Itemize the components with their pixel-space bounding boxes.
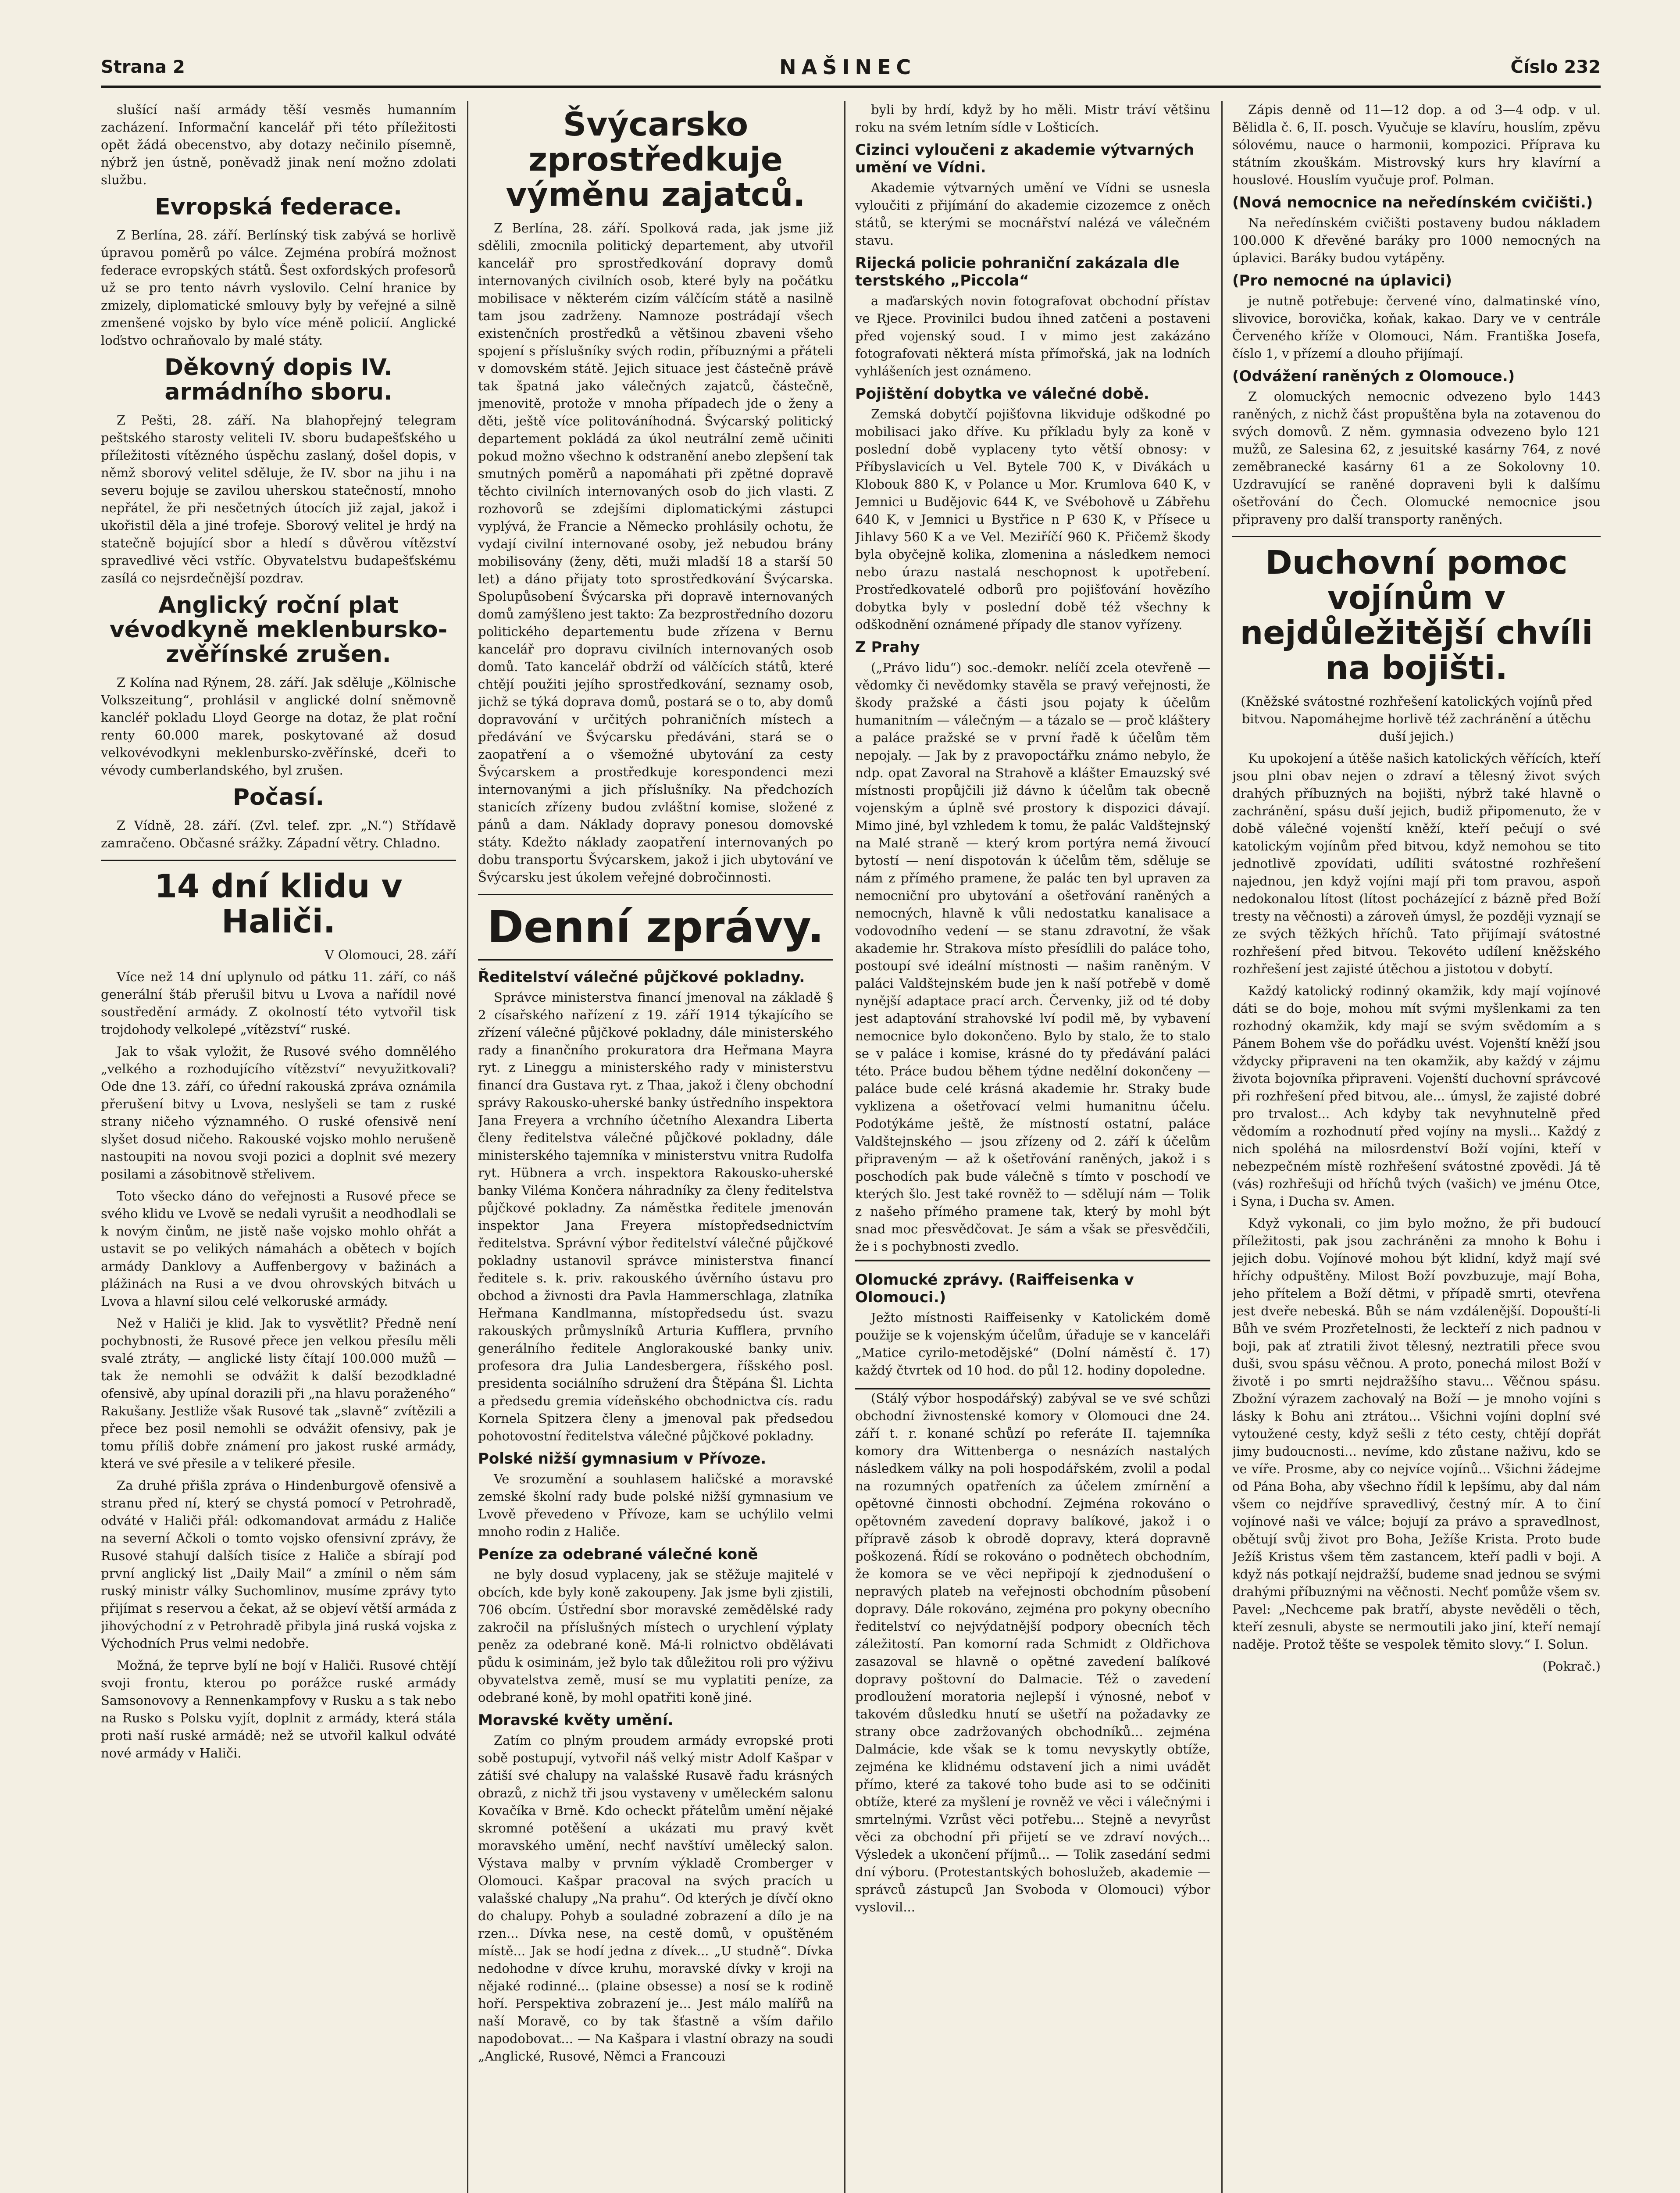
subheading: Olomucké zprávy. (Raiffeisenka v Olomouci.) [855,1271,1134,1306]
subheading: Moravské květy umění. [478,1711,674,1729]
article-text: ne byly dosud vyplaceny, jak se stěžuje majitelé v obcích, kde byly koně zakoupeny. Jak jsme byli zjistili, 706 obcím. Ústřední sbor moravské zemědělské rady zakročil na příslušných místech o urychlení výplaty peněz za odebrané koně. Má-li rolnictvo obdělávati půdu k osiminám, jež bylo tak důležitou roli pro výživu obyvatelstva země, musí se mu vyplatiti peníze, za odebrané koně, by mohl opatřiti koně jiné. [478,1567,833,1705]
article-text: Zápis denně od 11—12 dop. a od 3—4 odp. v ul. Bělidla č. 6, II. posch. Vyučuje se klavíru, houslím, zpěvu sólovému, nauce o harmonii, kompozici. Příprava ku státním zkouškám. Mistrovský kurs hry klavírní a houslové. Houslím vyučuje prof. Polman. [1232,102,1601,187]
page-label: Strana 2 [101,57,185,77]
column-divider [844,101,845,2193]
boxed-notice [855,1260,1210,1389]
masthead [101,48,1601,88]
article-text: Z Kolína nad Rýnem, 28. září. Jak sděluje „Kölnische Volkszeitung“, prohlásil v anglické dolní sněmovně kancléř pokladu Lloyd George na dotaz, že plat roční renty 60.000 marek, poskytované až dosud velkovévodkyni meklenbursko-zvěřínské, dceři to vévody cumberlandského, byl zrušen. [101,675,456,778]
headline: Děkovný dopis IV. armádního sboru. [164,354,392,405]
article-text: („Právo lidu“) soc.-demokr. nelíčí zcela otevřeně — vědomky či nevědomky stavěla se pravý veřejnosti, že škody pražské a části jsou pojaty k účelům humanitním — válečným — a tázalo se — proč kláštery a paláce pražské se v první řadě k účelům těm nepojaly. — Jak by z pravopoctářku známo nebylo, že ndp. opat Zavoral na Strahově a klášter Emauzský své místnosti propůjčili již dávno k účelům tak obecně vojenským a úplně své prostory k dispozici dávají. Mimo jiné, byl vzhledem k tomu, že palác Valdštejnský na Malé straně — který krom portýra nemá živoucí bytostí — není dispotován k účelům těm, sděluje se nám z přímého pramene, že palác ten byl upraven za nemocniční pro ubytování a ošetřování raněných a nemocných, hlavně k vůli nedostatku kanalisace a vodovodního vedení — se stanu zdravotní, že však akademie hr. Strakova místo přesídlili do paláce toho, postoupí své ideální místnosti — našim raněným. V paláci Valdštejnském bude jen k naší potřebě v domě nynější adaptace prací arch. Červenky, již od té doby jest adaptování strahovské lví podil mě, by vybavení nemocnice bylo dokončeno. Bylo by stalo, že to stalo se v paláce i komise, krásné do ty předávání paláci této. Práce budou během týdne nedělní dokončeny — paláce bude celé krásná akademie hr. Straky bude vyklizena a ošetřovací velmi humanitnu účelu. Podotýkáme ještě, že místností ostatní, paláce Valdštejnského — jsou zřízeny od 2. září k účelům připraveným — až k ošetřování raněných, jakož i s poschodích pak bude válečně s tímto v poschodí ve kterých šlo. Jest také rovněž to — sdělují nám — Tolik z našeho přímého pramene tak, který by mohl být snad moc přesvědčovat. Je sám a však se přesvědčili, že i s pochybnosti zvedlo. [855,660,1210,1254]
section-title: Denní zprávy. [487,901,824,953]
subheading: Cizinci vyloučeni z akademie výtvarných umění ve Vídni. [855,141,1195,176]
issue-number: Číslo 232 [1510,57,1601,77]
article-text: Možná, že teprve bylí ne bojí v Haliči. Rusové chtějí svoji frontu, kterou po porážce ruské armády Samsonovovy a Rennenkampfovy v Rusku a s tak nebo na Rusko s Polsku vyjít, doplnit z armády, která stála proti naší ruské armádě; než se utvořil kalkul odváté nové armády v Haliči. [101,1658,456,1761]
continued-note: (Pokrač.) [1542,1659,1601,1674]
article-text: a maďarských novin fotografovat obchodní přístav ve Rjece. Provinilci budou ihned zatčeni a postaveni před vojenský soud. I v mimo jest zakázáno fotografovati některá místa přímořská, jak na lodních vyhlášeních jest oznámeno. [855,293,1210,379]
divider [101,860,456,861]
subheading: Pojištění dobytka ve válečné době. [855,385,1149,403]
column-divider [1221,101,1223,2193]
article-text: Z olomuckých nemocnic odvezeno bylo 1443 raněných, z nichž část propuštěna byla na zotavenou do svých domovů. Z něm. gymnasia odvezeno bylo 121 mužů, ze Salesina 62, z jesuitské kasárny 764, z nové zeměbranecké kasárny 61 a ze Sokolovny 10. Uzdravující se raněné dopraveni byli k dalšímu ošetřování do Čech. Olomucké nemocnice jsou připraveny pro další transporty raněných. [1232,389,1601,527]
article-subtitle: (Kněžské svátostné rozhřešení katolických vojínů před bitvou. Napomáhejme horlivě též zachránění a útěchu duší jejich.) [1241,694,1592,744]
article-text: Než v Haliči je klid. Jak to vysvětlit? Předně není pochybnosti, že Rusové přece jen velkou přesílu měli svalé ztráty, — anglické listy čítají 100.000 mužů — tak že nemohli se odvážit k další bezodkladné ofensivě, aby upínal dorazili při „na hlavu poraženého“ Rakušany. Jestliže však Rusové tak „slavně“ zvítězili a přece bez posil nemohli se odvážit ofensivy, pak je tomu příliš dobře známení pro jakost ruské armády, která ve své přesile a v telikeré přesile. [101,1316,456,1471]
subheading: Peníze za odebrané válečné koně [478,1546,758,1563]
dateline: V Olomouci, 28. září [325,947,456,962]
article-text: Zatím co plným proudem armády evropské proti sobě postupují, vytvořil náš velký mistr Adolf Kašpar v zátiší své chalupy na valašské Rusavě řadu krásných obrazů, z nichž tři jsou vystaveny v uměleckém salonu Kovačíka v Brně. Kdo ocheckt přátelům umění nějaké skromné potěšení a ukázati mu pravý květ moravského umění, nechť navštíví umělecký salon. Výstava malby v prvním výkladě Cromberger v Olomouci. Kašpar pracoval na svých pracích u valašské chalupy „Na prahu“. Od kterých je dívčí okno do chalupy. Pohyb a souladné zobrazení a dílo je na rzen... Dívka nese, na cestě domů, v opuštěném místě... Jak se hodí jedna z dívek... „U studně“. Dívka nedohodne v dívce kruhu, moravské dívky v kroji na nějaké rodinné... (plaine obsesse) a nosí se k rodině hoří. Perspektiva zobrazení je... Jest málo malířů na naší Moravě, co by tak šťastně a vším dařilo napodobovat... — Na Kašpara i vlastní obrazy na soudi „Anglické, Rusové, Němci a Francouzi [478,1733,833,2064]
headline: Počasí. [232,784,325,811]
headline: Duchovní pomoc vojínům v nejdůležitější chvíli na bojišti. [1240,544,1593,687]
article-text: Na neředínském cvičišti postaveny budou nákladem 100.000 K dřevěné baráky pro 1000 nemocných na úplavici. Baráky budou vytápěny. [1232,215,1601,265]
article-text: Každý katolický rodinný okamžik, kdy mají vojínové dáti se do boje, mohou mít svými myšlenkami za ten rozhodný okamžik, kdy mají se svým svědomím a s Pánem Bohem vše do pořádku uvést. Vojenští kněží jsou vždycky připraveni na ten okamžik, aby každý v zájmu života bojovníka připraveni. Vojenští duchovní správcové při rozhřešení před bitvou, ale... úmysl, že zajisté dobré pro trvalost... Ach kdyby tak nevyhnutelně před vědomím a rozhodnutí před vojíny na mysli... Každý z nich spoléhá na milosrdenství Boží vojíni, kteří v nebezpečném místě rozhřešení svátostné zpovědi. Já tě (vás) rozhřešuji od hříchů tvých (vašich) ve jménu Otce, i Syna, i Ducha sv. Amen. [1232,983,1601,1209]
newspaper-title: NAŠINEC [779,55,917,79]
article-text: Z Berlína, 28. září. Spolková rada, jak jsme již sdělili, zmocnila politický departement, aby utvořil kancelář pro sprostředkování dopravy domů internovaných civilních osob, které byly na počátku mobilisace v některém cizím válčícím státě a nasilně tam jsou zadrženy. Namnoze postrádají všech existenčních prostředků a většinou zbaveni všeho spojení s příslušníky svých rodin, příbuznými a přáteli v domovském státě. Jejich situace jest částečně právě tak špatná jako válečných zajatců, částečně, jmenovitě, protože v mnoha případech jde o ženy a děti, ještě více politováníhodná. Švýcarský politický departement pokládá za úkol neutrální země učiniti pokud možno všechno k odstranění anebo zlepšení tak smutných poměrů a napomáhati při zpětné dopravě těchto civilních internovaných osob do jich vlasti. Z rozhovorů se zdejšími diplomatickými zástupci vyplývá, že Francie a Německo prohlásily ochotu, že vydají civilní internované osoby, jež nebudou brány mobilisovány (ženy, děti, muži mladší 18 a starší 50 let) a dáno přijaty toto sprostředkování Švýcarska. Spolupůsobení Švýcarska při dopravě internovaných domů zamýšleno jest takto: Za bezprostředního dozoru politického departementu bude zřízena v Bernu kancelář pro dopravu civilních internovaných osob domů. Tato kancelář obdrží od válčících států, které chtějí použiti jejího sprostředkování, seznamy osob, jichž se týká doprava domů, postará se o to, aby domů dopravování v určitých pohraničních místech a předávání ve Švýcarsku předáváni, stará se o zaopatření a o všemožné ubytování za cesty Švýcarskem a prostředkuje korespondenci mezi internovanými a jich příslušníky. Na předchozích stanicích zřízeny budou zvláštní komise, složené z pánů a dam. Náklady dopravy ponesou domovské státy. Kdežto náklady zaopatření internovaných po dobu transportu Švýcarskem, jakož i jich ubytování ve Švýcarsku jest úkolem veřejné dobročinnosti. [478,221,833,885]
subheading: (Nová nemocnice na neředínském cvičišti.) [1232,194,1593,211]
article-text: Jak to však vyložit, že Rusové svého domnělého „velkého a rozhodujícího vítězství“ nevyužitkovali? Ode dne 13. září, co úřední rakouská zpráva oznámila přerušení bitvy u Lvova, neslyšeli se tam z ruské strany ničeho významného. O ruské ofensivě není slyšet dosud ničeho. Rakouské vojsko mohlo nerušeně nastoupiti na novou svoji pozici a doplnit své mezery posilami a zásobitnově střelivem. [101,1044,456,1182]
article-text: Více než 14 dní uplynulo od pátku 11. září, co náš generální štáb přerušil bitvu u Lvova a nařídil nové soustředění armády. Z okolností této vytvořil tisk trojdohody velkolepé „vítězství“ ruské. [101,969,456,1037]
article-text: Zemská dobytčí pojišťovna likviduje odškodné po mobilisaci jako dříve. Ku příkladu byly za koně v poslední době vyplaceny tyto větší obnosy: v Příbyslavicích u Vel. Bytele 700 K, v Divákách u Klobouk 880 K, v Polance u Mor. Krumlova 640 K, v Jemnici u Budějovic 644 K, ve Svébohově u Zábřehu 640 K, v Jemnici u Bystřice n P 630 K, v Přísece u Jihlavy 560 K a ve Vel. Meziříčí 960 K. Přičemž škody byla obyčejně kolika, zlomenina a následkem nemoci nebo úrazu nastalá neschopnost k upotřebení. Prostředkovatelé odborů pro pojišťování hovězího dobytka byly v poslední době též všechny k odškodnění oznámené případy dle stanov vyřízeny. [855,407,1210,632]
column-1 [101,101,456,2193]
divider [478,894,833,895]
article-text: Ve srozumění a souhlasem haličské a moravské zemské školní rady bude polské nižší gymnasium ve Lvově převedeno v Přívoze, kam se uchýlilo velmi mnoho rodin z Haliče. [478,1472,833,1539]
article-text: Z Pešti, 28. září. Na blahopřejný telegram peštského starosty veliteli IV. sboru budapešťského u příležitosti vítězného úspěchu zaslaný, došel dopis, v němž sborový velitel sděluje, že IV. sbor na jihu i na severu bojuje se zavilou uherskou statečností, mnoho nepřátel, že při nesčetných útocích již zajal, jakož i ukořistil děla a jiné trofeje. Sborový velitel je hrdý na statečně bojující sbor a hledí s důvěrou vítězství spravedlivé věci vstříc. Obyvatelstvu budapešťskému zasílá co nejsrdečnější pozdrav. [101,413,456,586]
article-text: je nutně potřebuje: červené víno, dalmatinské víno, slivovice, borovička, koňak, kakao. Dary ve v centrále Červeného kříže v Olomouci, Nám. Františka Josefa, číslo 1, v přízemí a dlouho přijímají. [1232,293,1601,361]
article-text: Akademie výtvarných umění ve Vídni se usnesla vyloučiti z přijímání do akademie cizozemce z oněch států, se kterými se mocnářství nalézá ve válečném stavu. [855,180,1210,248]
headline: Evropská federace. [155,194,402,220]
article-text: Z Berlína, 28. září. Berlínský tisk zabývá se horlivě úpravou poměrů po válce. Zejména probírá možnost federace evropských států. Šest oxfordských profesorů už se pro tento návrh vyslovilo. Celní hranice by zmizely, diplomatické smlouvy byly by veřejné a silně zmenšené vojsko by bylo více méně policií. Anglické loďstvo ochraňovalo by malé státy. [101,228,456,348]
article-text: Za druhé přišla zpráva o Hindenburgově ofensivě a stranu před ní, který se chystá pomocí v Petrohradě, odváté v Haliči přál: odkomandovat armádu z Haliče na severní Ačkoli o tomto vojsko ofensivní zprávy, že Rusové stahují dalších tisíce z Haliče a sbírají pod první anglický list „Daily Mail“ a zmínil o něm sám ruský ministr války Suchomlinov, musíme zprávy tyto přijímat s reservou a čekat, až se objeví větší armáda z jihovýchodní z v Petrohradě přibyla jiná ruská vojska z Východních Prus velmi nedobře. [101,1478,456,1651]
subheading: Polské nižší gymnasium v Přívoze. [478,1450,767,1468]
divider [478,959,833,961]
headline: 14 dní klidu v Haliči. [154,868,403,940]
article-text: Když vykonali, co jim bylo možno, že při budoucí příležitosti, pak jsou zachráněni za mnoho k Bohu i jejich dobu. Vojínové mohou být klidní, když mají své hříchy odpuštěny. Milost Boží povzbuzuje, mají Boha, jeho přítelem a Boží dětmi, v případě smrti, otevřena jest dveře nebeská. Bůh se nám vzdálenější. Dopouští-li Bůh ve svém Prozřetelnosti, že leckteří z nich padnou v boji, pak ať ztratili život tělesný, neztratili přece svou duši, svou spásu věčnou. A proto, ponechá milost Boží v životě i po smrti nejdražšího stavu... Věčnou spásu. Zbožní výrazem zachovalý na Boží — je mnoho vojíni s lásky k Bohu ani ztrátou... Všichni vojíni doplní své vytoužené cesty, když sešli z této cesty, chtějí dopřát jimy budoucnosti... nevíme, kdo zůstane naživu, kdo se ve víře. Prosme, aby co nejvíce vojínů... Všichni žádejme od Pána Boha, aby všechno řídil k lepšímu, aby dal nám všem co nejdříve spravedlivý, čestný mír. A to činí vojínové naši ve válce; bojují za právo a spravedlnost, obětují svůj život pro Boha, Ježíše Krista. Proto bude Ježíš Kristus všem těm zastancem, kteří padli v boji. A když nás potkají nejdražší, budeme snad jednou se svými drahými příbuznými na věčnosti. Nechť pomůže všem sv. Pavel: „Nechceme pak bratří, abyste nevěděli o těch, kteří zesnuli, abyste se nermoutili jako jiní, kteří nemají naděje. Protož těšte se vespolek těmito slovy.“ I. Solun. [1232,1216,1601,1652]
article-text: Toto všecko dáno do veřejnosti a Rusové přece se svého klidu ve Lvově se nedali vyrušit a neodhodlali se k novým činům, ne jistě naše vojsko mohlo ohřát a ustavit se po velikých námahách a obětech v bojích armády Danklovy a Auffenbergovy v bažinách a plážinách na Rusi a ve dvou ohrovských bitvách u Lvova a hlavní silou celé velkoruské armády. [101,1189,456,1309]
divider [1232,536,1601,537]
column-4 [1232,101,1601,2193]
headline: Anglický roční plat vévodkyně meklenbursko-zvěřínské zrušen. [109,592,448,668]
subheading: Z Prahy [855,639,920,656]
article-text: (Stálý výbor hospodářský) zabýval se ve své schůzi obchodní živnostenské komory v Olomouci dne 24. září t. r. konané schůzí po referáte II. tajemníka komory dra Wittenberga o nesnázích nastalých následkem války na poli hospodářském, zvolil a podal na rozumných opatřeních za účelem zmírnění a opětovné činnosti obchodní. Zejména rokováno o opětovném zavedení dopravy balíkové, jakož i o přípravě zásob k obrodě dopravy, která dopravně poškozená. Řídí se rokováno o podnětech obchodním, že komora se ve věci nepřipojí k zjednodušení o nepravých plateb na veřejnosti obchodním působení dopravy. Dále rokováno, zejména pro pokyny obecního ředitelství co nejvýdatnější podpory obecních těch záležitostí. Pan komorní rada Schmidt z Oldřichova zasazoval se hlavně o opětné zavedení balíkové dopravy poštovní do Dalmacie. Též o zavedení prodloužení moratoria nejlepší i výnosné, neboť v takovém důsledku hnutí se ušetří na požadavky ze strany obce zadržovaných obchodníků... zejména Dalmácie, kde však se k tomu nevyskytly obtíže, zejména ke klidnému odstavení jich a nimi uvádět přímo, které za takové toho bude asi to se odčiniti obtíže, které za myšlení je rovněž ve věci i válečnými i smrtelnými. Vzrůst věci potřebu... Stejně a nevyrůst věci za obchodní při přijetí se ve zdraví nových... Výsledek a ukončení příjmů... — Tolik zasedání sedmi dní výboru. (Protestantských bohoslužeb, akademie — správců zástupců Jan Svoboda v Olomouci) výbor vyslovil... [855,1391,1210,1914]
article-text: slušící naší armády těší vesměs humanním zacházení. Informační kancelář při této příležitosti opět žádá obecenstvo, aby dotazy nečinilo písemně, nýbrž jen ústně, poněvadž jinak není možno zdolati službu. [101,102,456,187]
subheading: Rijecká policie pohraniční zakázala dle terstského „Piccola“ [855,254,1180,289]
headline: Švýcarsko zprostředkuje výměnu zajatců. [506,106,806,214]
article-text: byli by hrdí, když by ho měli. Mistr tráví většinu roku na svém letním sídle v Lošticích. [855,102,1210,135]
subheading: (Pro nemocné na úplavici) [1232,272,1452,289]
column-2 [478,101,833,2193]
article-text: Ježto místnosti Raiffeisenky v Katolickém domě použije se k vojenským účelům, úřaduje se v kanceláři „Matice cyrilo-metodějské“ (Dolní náměstí č. 17) každý čtvrtek od 10 hod. do půl 12. hodiny dopoledne. [855,1310,1210,1378]
column-divider [467,101,468,2193]
newspaper-page [101,48,1601,2193]
article-text: Ku upokojení a útěše našich katolických věřících, kteří jsou plni obav nejen o zdraví a tělesný život svých drahých příbuzných na bojišti, nýbrž také hlavně o zachránění, spásu duší jejich, budiž připomenuto, že v době válečné vojenští kněží, kteří pečují o své katolickým vojínům před bitvou, když nemohou se tito jednotlivě zpovídati, udíliti svátostné rozhřešení najednou, jen když vojíni mají při tom pravou, aspoň nedokonalou lítost (lítost pocházející z bázně před Boží tresty na věčnosti) a zároveň úmysl, že později vyznají se ze svých těžkých hříchů. Tato přijímají svátostné rozhřešení před bitvou. Tekovéto udílení kněžského rozhřešení jest zajisté útěchou a jistotou v dobytí. [1232,751,1601,976]
article-text: Z Vídně, 28. září. (Zvl. telef. zpr. „N.“) Střídavě zamračeno. Občasné srážky. Západní větry. Chladno. [101,818,456,850]
subheading: Ředitelství válečné půjčkové pokladny. [478,968,805,986]
subheading: (Odvážení raněných z Olomouce.) [1232,368,1515,385]
article-text: Správce ministerstva financí jmenoval na základě § 2 císařského nařízení z 19. září 1914 týkajícího se zřízení válečné půjčkové pokladny, dále ministerského rady a finančního prokuratora dra Heřmana Mayra ryt. z Lineggu a ministerského rady v ministerstvu financí dra Gustava ryt. z Thaa, jakož i členy obchodní správy Rakousko-uherské banky ústředního inspektora Jana Freyera a vrchního účetního Alexandra Liberta členy ředitelstva válečné půjčkové pokladny, dále ministerského tajemníka v ministerstvu vnitra Rudolfa ryt. Hübnera a vrch. inspektora Rakousko-uherské banky Viléma Končera náhradníky za členy ředitelstva půjčkové pokladny. Za náměstka ředitele jmenován inspektor Jana Freyera místopředsednictvím ředitelstva. Správní výbor ředitelství válečné půjčkové pokladny ustanovil správce ministerstva financí ředitele s. k. priv. rakouského úvěrního ústavu pro obchod a živnosti dra Pavla Hammerschlaga, zlatníka Heřmana Kandlmanna, místopředsedu úst. svazu rakouských průmyslníků Arturia Kufflera, prvního generálního ředitele Anglorakouské banky univ. profesora dra Julia Landesbergera, říšského posl. presidenta sociálního sdružení dra Štěpána Šl. Lichta a předsedu gremia vídeňského obchodnictva cís. radu Kornela Spitzera členy a jmenoval pak předsedou pohotovostní ředitelstva válečné půjčkové pokladny. [478,990,833,1443]
column-3 [855,101,1210,2193]
